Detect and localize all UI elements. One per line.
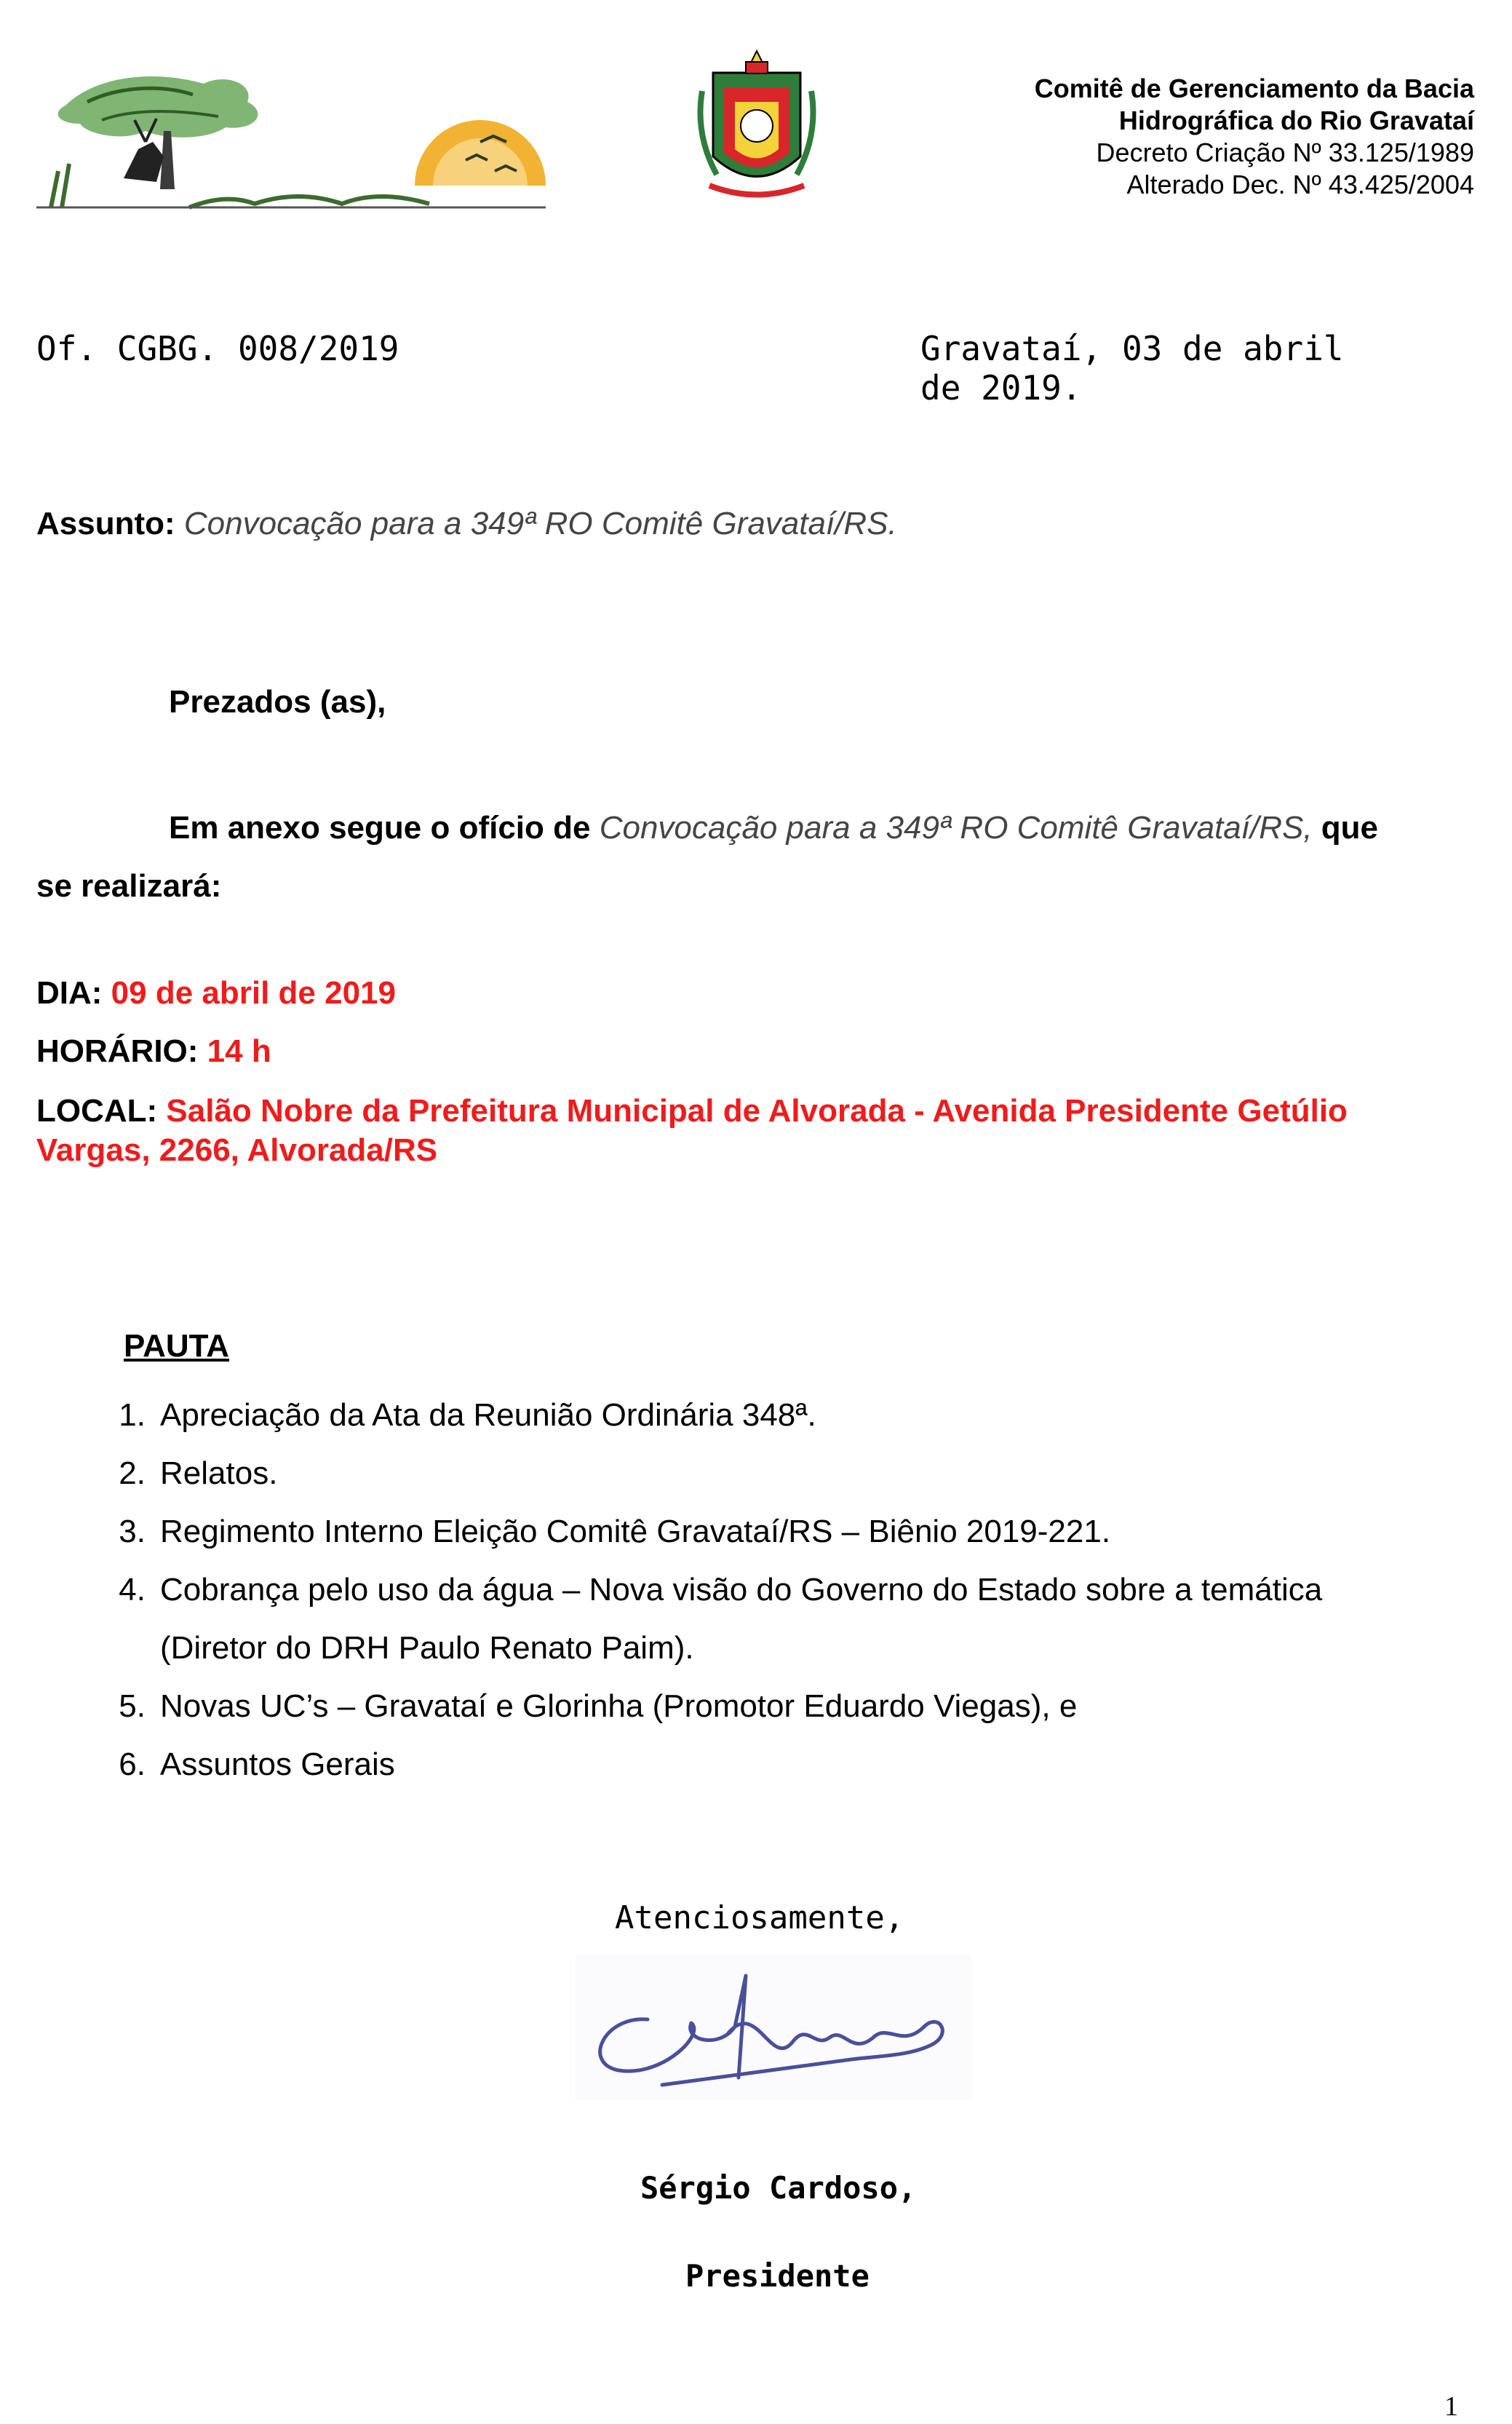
- agenda-item-text: Regimento Interno Eleição Comitê Gravataí/RS – Biênio 2019-221.: [160, 1514, 1111, 1549]
- body-tail: que: [1312, 810, 1379, 846]
- body-lead: Em anexo segue o ofício de: [169, 810, 600, 846]
- agenda-item: [87, 1503, 1322, 1561]
- day-value: 09 de abril de 2019: [111, 975, 397, 1011]
- day-label: DIA:: [36, 975, 103, 1011]
- greeting: Prezados (as),: [169, 684, 386, 720]
- subject-label: Assunto:: [36, 506, 175, 541]
- agenda-item-text: Cobrança pelo uso da água – Nova visão do Governo do Estado sobre a temática: [160, 1572, 1323, 1608]
- subject: [36, 506, 897, 542]
- agenda-item: [87, 1736, 1322, 1794]
- place-date: Gravataí, 03 de abril de 2019.: [920, 329, 1344, 408]
- header-line-3: Decreto Criação Nº 33.125/1989: [1096, 138, 1474, 167]
- header-line-2: Hidrográfica do Rio Gravataí: [1118, 106, 1474, 135]
- subject-text: Convocação para a 349ª RO Comitê Gravataí/RS.: [183, 506, 897, 541]
- header-line-4: Alterado Dec. Nº 43.425/2004: [1126, 170, 1474, 199]
- time-value: 14 h: [207, 1033, 271, 1069]
- agenda-item-number: 5.: [119, 1688, 146, 1724]
- reference-line: [36, 329, 1390, 408]
- rs-coat-of-arms-logo: [695, 47, 819, 207]
- signer-name: Sérgio Cardoso,: [640, 2170, 917, 2206]
- agenda-item: [87, 1677, 1322, 1736]
- agenda-item: [87, 1445, 1322, 1503]
- body-paragraph: [36, 799, 1463, 915]
- signer-role: Presidente: [685, 2258, 870, 2294]
- committee-header: [1035, 73, 1474, 201]
- place-label: LOCAL:: [36, 1093, 158, 1129]
- agenda-item-number: 2.: [119, 1455, 146, 1491]
- agenda-item: [87, 1561, 1322, 1619]
- agenda-item-text: Apreciação da Ata da Reunião Ordinária 348ª.: [160, 1397, 816, 1433]
- committee-logo: [36, 62, 546, 211]
- agenda-item-text: Relatos.: [160, 1455, 278, 1491]
- place-value: Salão Nobre da Prefeitura Municipal de Alvorada - Avenida Presidente Getúlio Vargas, 2266, Alvorada/RS: [36, 1093, 1348, 1168]
- agenda-item: [87, 1386, 1322, 1445]
- signature-image: [575, 1954, 971, 2099]
- body-second-line: se realizará:: [36, 868, 222, 904]
- agenda-item-continuation: [87, 1619, 1322, 1677]
- time-label: HORÁRIO:: [36, 1033, 199, 1069]
- agenda-item-text: Novas UC’s – Gravataí e Glorinha (Promotor Eduardo Viegas), e: [160, 1688, 1078, 1724]
- body-topic: Convocação para a 349ª RO Comitê Gravataí/RS,: [599, 810, 1313, 846]
- agenda-item-text: Assuntos Gerais: [160, 1747, 395, 1782]
- header-line-1: Comitê de Gerenciamento da Bacia: [1034, 73, 1474, 103]
- closing-salutation: Atenciosamente,: [615, 1899, 904, 1936]
- page-number: 1: [1444, 2391, 1458, 2422]
- agenda-item-number: 4.: [119, 1572, 146, 1608]
- office-number: Of. CGBG. 008/2019: [36, 329, 399, 368]
- agenda-title: PAUTA: [124, 1328, 230, 1364]
- agenda-list: [87, 1386, 1322, 1794]
- agenda-item-continuation-text: (Diretor do DRH Paulo Renato Paim).: [160, 1630, 694, 1666]
- agenda-item-number: 3.: [119, 1514, 146, 1549]
- agenda-item-number: 1.: [119, 1397, 146, 1433]
- agenda-item-number: 6.: [119, 1747, 146, 1782]
- meeting-info: [36, 975, 1463, 1192]
